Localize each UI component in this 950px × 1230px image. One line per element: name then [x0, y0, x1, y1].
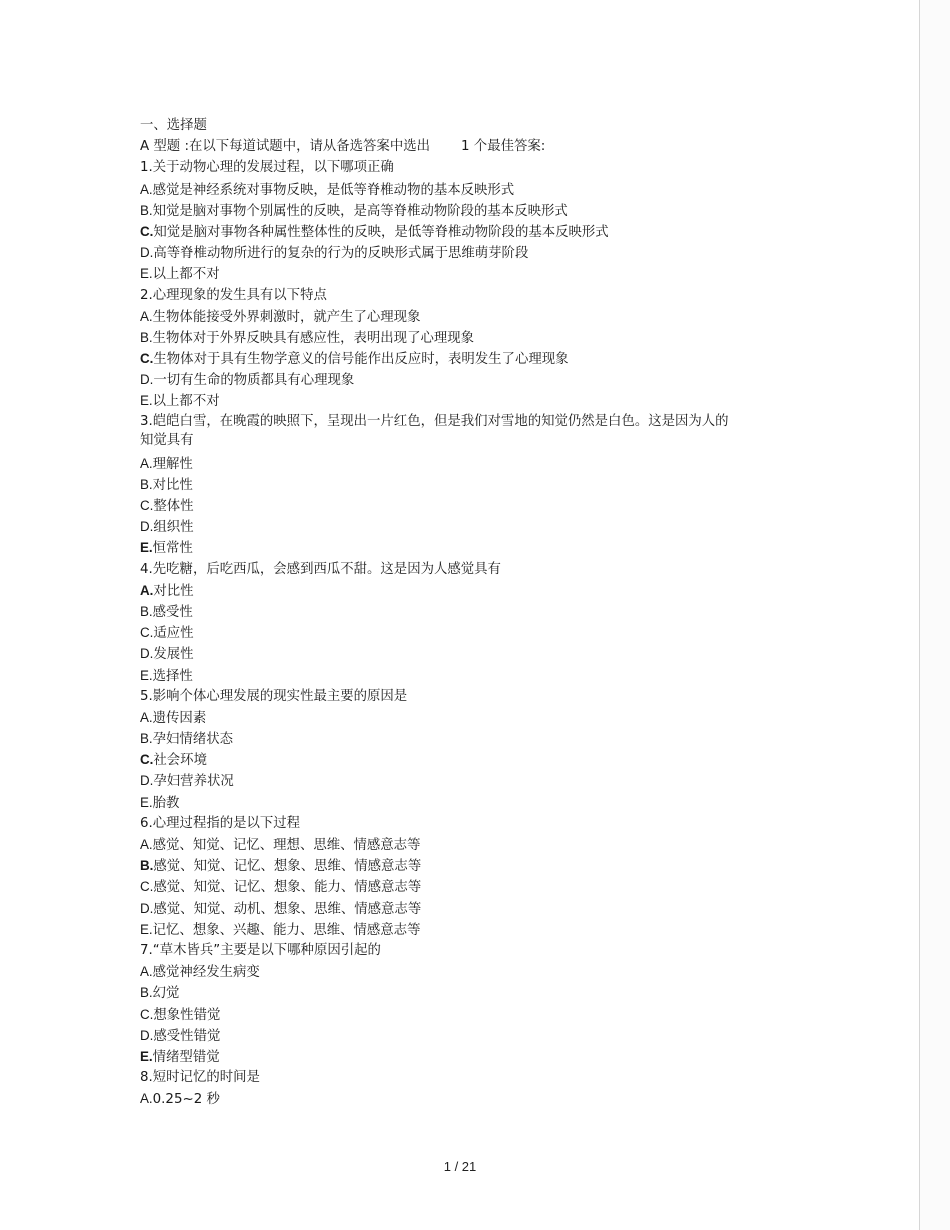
option-text: 遗传因素	[152, 710, 207, 726]
option-letter: C.	[140, 498, 154, 513]
option-letter: C.	[140, 879, 154, 895]
answer-option	[140, 749, 740, 770]
option-text: 感觉神经发生病变	[152, 965, 260, 981]
answer-option	[140, 792, 740, 813]
option-text: 对比性	[153, 583, 194, 599]
option-text: 知觉是脑对事物个别属性的反映，是高等脊椎动物阶段的基本反映形式	[152, 203, 568, 219]
option-letter: A.	[140, 582, 154, 598]
option-text: 发展性	[153, 647, 194, 663]
option-text: 理解性	[152, 456, 193, 472]
option-letter: B.	[140, 858, 154, 874]
option-text: 一切有生命的物质都具有心理现象	[153, 373, 355, 389]
answer-option	[140, 369, 740, 390]
question-block	[140, 285, 740, 412]
answer-option	[140, 537, 740, 558]
question-list	[140, 157, 740, 1109]
question-block	[140, 157, 740, 284]
question-stem: 8.短时记忆的时间是	[140, 1070, 260, 1086]
option-text: 情绪型错觉	[152, 1049, 220, 1065]
answer-option	[140, 834, 740, 855]
option-letter: A.	[140, 837, 153, 852]
answer-option	[140, 665, 740, 686]
option-text: 生物体能接受外界刺激时，就产生了心理现象	[152, 309, 421, 325]
option-text: 感受性错觉	[153, 1028, 221, 1044]
question-block	[140, 813, 740, 940]
answer-option	[140, 348, 740, 369]
option-letter: B.	[140, 603, 153, 619]
option-letter: E.	[140, 921, 153, 937]
question-stem: 4.先吃糖，后吃西瓜，会感到西瓜不甜。这是因为人感觉具有	[140, 561, 501, 577]
option-letter: B.	[140, 985, 153, 1001]
option-text: 感觉是神经系统对事物反映，是低等脊椎动物的基本反映形式	[152, 182, 515, 198]
instruction-text: A 型题 :在以下每道试题中，请从备选答案中选出 1 个最佳答案:	[140, 139, 546, 155]
answer-option	[140, 855, 740, 876]
answer-option	[140, 221, 740, 242]
answer-option	[140, 622, 740, 643]
answer-option	[140, 770, 740, 791]
option-text: 恒常性	[152, 541, 193, 557]
option-letter: D.	[140, 900, 154, 916]
option-text: 感觉、知觉、记忆、想象、思维、情感意志等	[153, 859, 422, 875]
option-letter: E.	[140, 667, 153, 683]
option-text: 以上都不对	[152, 394, 220, 410]
question-block	[140, 412, 740, 559]
option-text: 以上都不对	[152, 267, 220, 283]
question-stem: 2.心理现象的发生具有以下特点	[140, 287, 327, 303]
answer-option	[140, 580, 740, 601]
answer-option	[140, 707, 740, 728]
option-letter: D.	[140, 646, 154, 662]
option-text: 想象性错觉	[153, 1007, 221, 1023]
option-letter: E.	[140, 540, 153, 556]
answer-option	[140, 982, 740, 1003]
option-text: 社会环境	[153, 753, 207, 769]
answer-option	[140, 898, 740, 919]
viewer-background	[920, 0, 950, 1230]
question-stem: 6.心理过程指的是以下过程	[140, 815, 301, 831]
option-text: 生物体对于外界反映具有感应性，表明出现了心理现象	[152, 330, 475, 346]
answer-option	[140, 263, 740, 284]
answer-option	[140, 453, 740, 474]
option-letter: C.	[140, 223, 154, 239]
answer-option	[140, 474, 740, 495]
option-letter: C.	[140, 1006, 154, 1022]
page-indicator: 1 / 21	[443, 1159, 477, 1174]
option-letter: D.	[140, 245, 154, 261]
option-letter: B.	[140, 731, 153, 747]
option-text: 记忆、想象、兴趣、能力、思维、情感意志等	[152, 922, 421, 938]
option-letter: A.	[140, 709, 153, 725]
option-letter: B.	[140, 202, 153, 218]
question-stem: 7.“草木皆兵”主要是以下哪种原因引起的	[140, 942, 381, 958]
option-text: 知觉是脑对事物各种属性整体性的反映，是低等脊椎动物阶段的基本反映形式	[153, 224, 609, 240]
option-text: 对比性	[152, 477, 193, 493]
answer-option	[140, 961, 740, 982]
option-letter: C.	[140, 752, 154, 768]
option-letter: A.	[140, 181, 153, 197]
answer-option	[140, 200, 740, 221]
option-letter: E.	[140, 393, 153, 409]
option-text: 孕妇营养状况	[153, 774, 234, 790]
answer-option	[140, 390, 740, 411]
answer-option	[140, 179, 740, 200]
option-letter: C.	[140, 351, 154, 367]
answer-option	[140, 1046, 740, 1067]
option-letter: B.	[140, 476, 153, 492]
answer-option	[140, 1025, 740, 1046]
option-letter: D.	[140, 1027, 154, 1043]
question-stem: 3.皑皑白雪，在晚霞的映照下，呈现出一片红色，但是我们对雪地的知觉仍然是白色。这是因为人的知觉具有	[140, 413, 729, 448]
answer-option	[140, 643, 740, 664]
option-letter: D.	[140, 773, 154, 789]
answer-option	[140, 327, 740, 348]
option-text: 组织性	[153, 520, 194, 536]
question-block	[140, 940, 740, 1067]
answer-option	[140, 728, 740, 749]
option-text: 胎教	[152, 795, 180, 811]
question-stem: 5.影响个体心理发展的现实性最主要的原因是	[140, 688, 408, 704]
option-text: 孕妇情绪状态	[152, 732, 233, 748]
option-letter: B.	[140, 329, 153, 345]
option-text: 整体性	[153, 499, 194, 514]
option-letter: E.	[140, 266, 153, 282]
answer-option	[140, 495, 740, 516]
option-letter: D.	[140, 519, 154, 535]
option-letter: A.	[140, 308, 153, 324]
option-text: 高等脊椎动物所进行的复杂的行为的反映形式属于思维萌芽阶段	[153, 246, 529, 262]
option-text: 幻觉	[152, 986, 180, 1002]
answer-option	[140, 876, 740, 897]
question-block	[140, 686, 740, 813]
option-text: 感觉、知觉、记忆、理想、思维、情感意志等	[152, 838, 421, 853]
option-text: 选择性	[152, 668, 193, 684]
document-body	[140, 115, 740, 1109]
answer-option	[140, 601, 740, 622]
option-letter: C.	[140, 625, 154, 641]
option-text: 生物体对于具有生物学意义的信号能作出反应时，表明发生了心理现象	[153, 352, 569, 368]
option-letter: E.	[140, 794, 153, 810]
question-block	[140, 1067, 740, 1109]
option-letter: A.	[140, 455, 153, 471]
option-letter: D.	[140, 372, 154, 388]
option-text: 0.25~2 秒	[152, 1092, 220, 1108]
answer-option	[140, 919, 740, 940]
question-block	[140, 559, 740, 686]
option-text: 适应性	[153, 626, 194, 642]
option-letter: E.	[140, 1048, 153, 1064]
answer-option	[140, 516, 740, 537]
option-letter: A.	[140, 964, 153, 980]
answer-option	[140, 306, 740, 327]
option-text: 感受性	[152, 604, 193, 620]
question-stem: 1.关于动物心理的发展过程，以下哪项正确	[140, 160, 394, 176]
option-text: 感觉、知觉、记忆、想象、能力、情感意志等	[153, 880, 422, 896]
answer-option	[140, 1088, 740, 1109]
section-title: 一、选择题	[140, 118, 207, 133]
answer-option	[140, 242, 740, 263]
answer-option	[140, 1004, 740, 1025]
option-letter: A.	[140, 1091, 153, 1107]
option-text: 感觉、知觉、动机、想象、思维、情感意志等	[153, 901, 422, 917]
